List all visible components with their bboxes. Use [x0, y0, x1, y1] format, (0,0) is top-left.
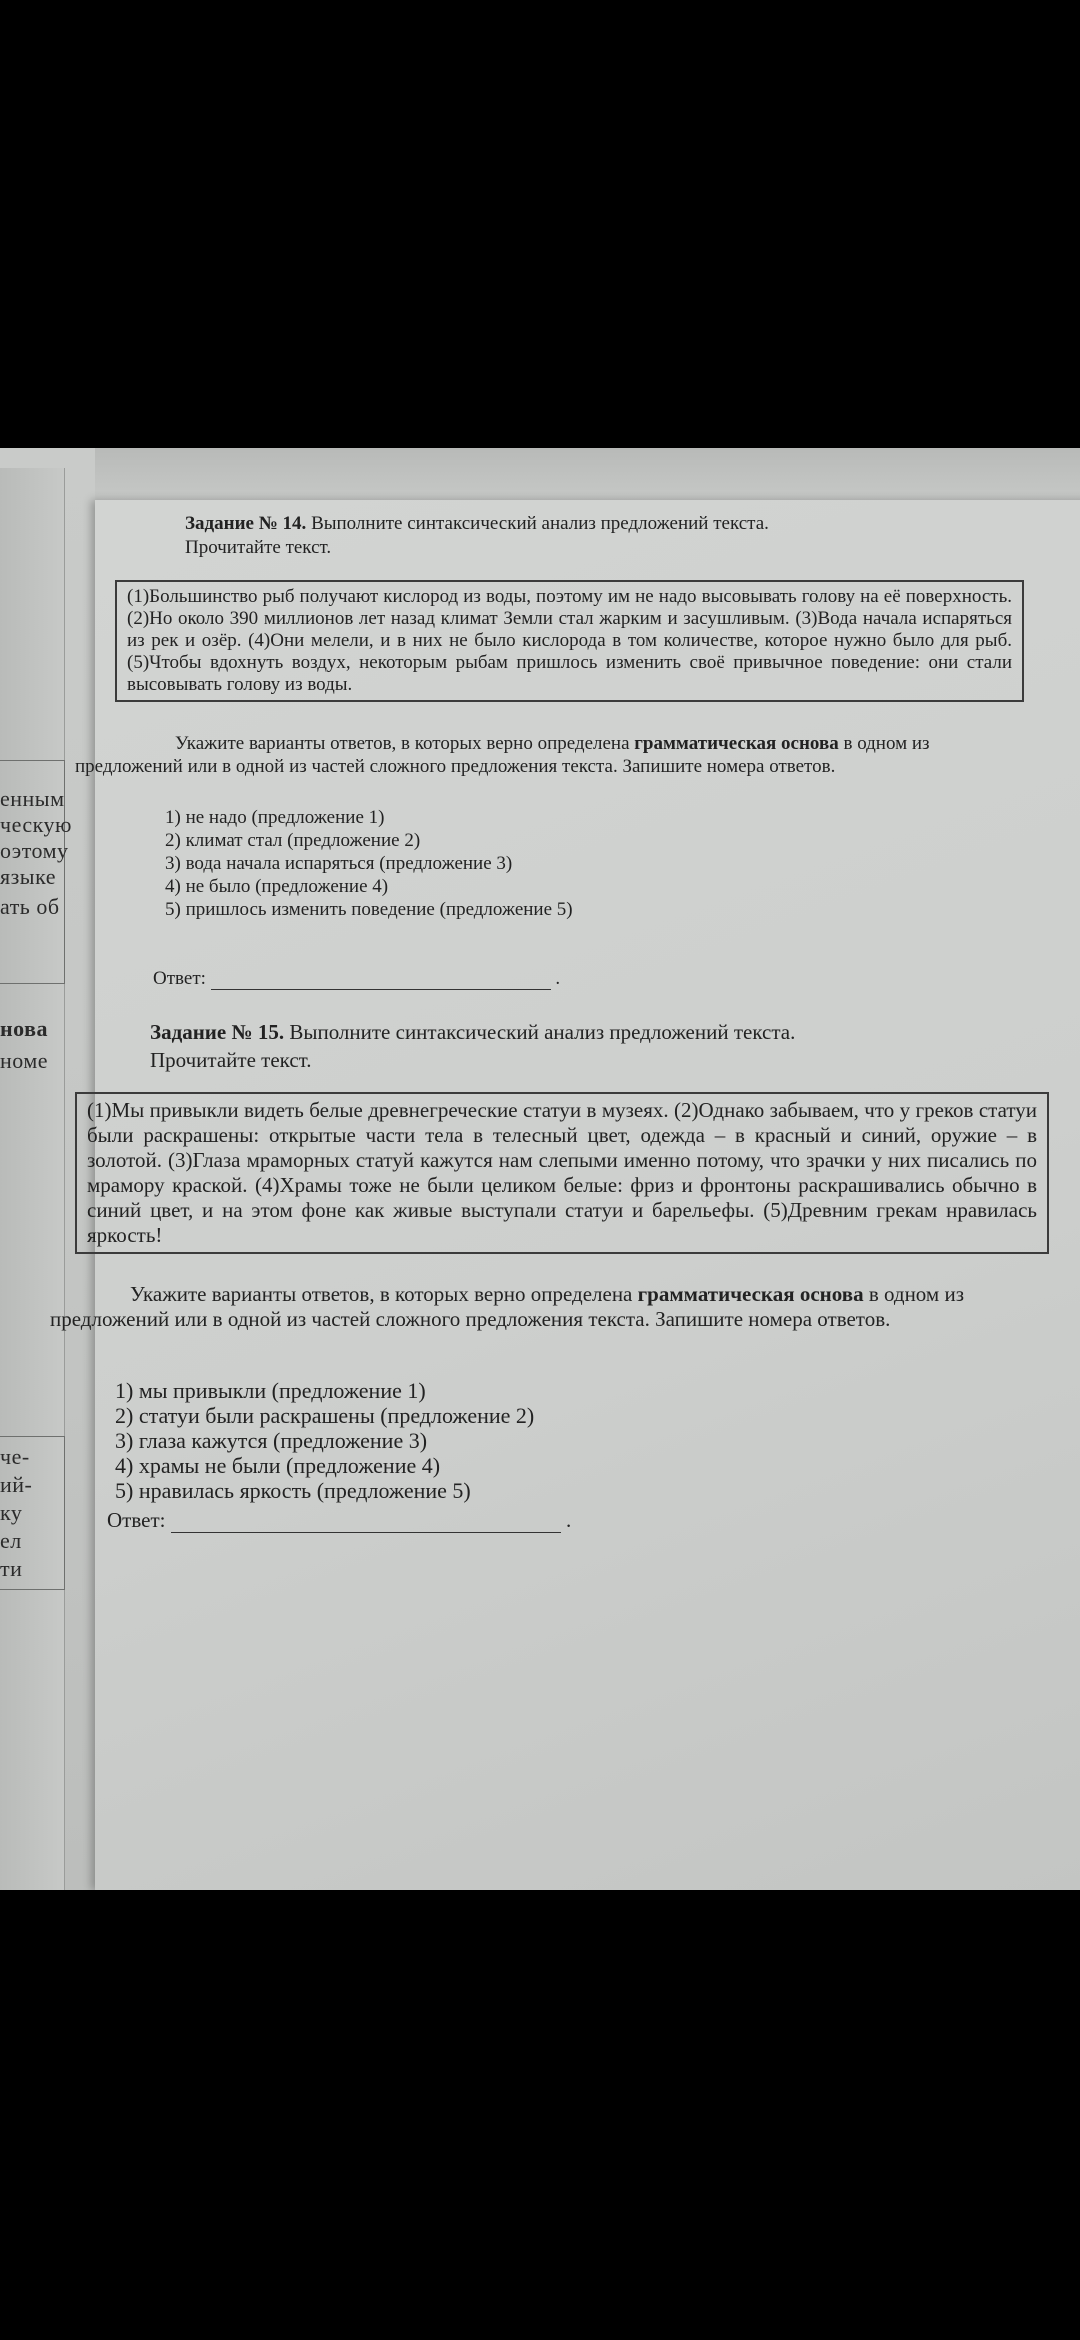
task-15-option: 5) нравилась яркость (предложение 5)	[115, 1478, 471, 1503]
task-15-option: 2) статуи были раскрашены (предложение 2)	[115, 1403, 535, 1428]
task-14-instruction-end: в одном из предложений или в одной из частей сложного предложения текста. Запишите номера ответов.	[75, 733, 930, 777]
left-page	[0, 468, 72, 1890]
task-15-heading	[150, 1020, 1050, 1045]
task-14-subheading: Прочитайте текст.	[185, 537, 332, 558]
task-15-subheading: Прочитайте текст.	[150, 1048, 312, 1072]
left-fragment: ку	[0, 1500, 23, 1525]
task-14-heading	[185, 512, 1005, 535]
task-14-answer: Ответ: .	[153, 968, 561, 989]
left-fragment: нова	[0, 1016, 49, 1041]
task-15-option: 1) мы привыкли (предложение 1)	[115, 1378, 426, 1403]
task-14-option: 1) не надо (предложение 1)	[165, 807, 385, 828]
task-14-title: Выполните синтаксический анализ предложений текста.	[306, 513, 769, 534]
task-15-answer: Ответ: .	[107, 1508, 572, 1532]
task-15-option: 3) глаза кажутся (предложение 3)	[115, 1428, 428, 1453]
task-15-options	[115, 1378, 534, 1503]
task-15-title: Выполните синтаксический анализ предложений текста.	[284, 1020, 796, 1044]
left-fragment: оэтому	[0, 838, 69, 863]
photo	[0, 448, 1080, 1890]
task-14-instruction-start: Укажите варианты ответов, в которых верно определена	[175, 733, 635, 754]
task-15-text-box: (1)Мы привыкли видеть белые древнегреческие статуи в музеях. (2)Однако забываем, что у греков статуи были раскрашены: открытые части тела в телесный цвет, одежда – в красный и синий, оружие – в золотой. (3)Глаза мраморных статуй кажутся нам слепыми именно потому, что зрачки у них писались по мрамору краской. (4)Храмы тоже не были целиком белые: фриз и фронтоны раскрашивались обычно в синий цвет, и на этом фоне как живые выступали статуи и барельефы. (5)Древним грекам нравилась яркость!	[75, 1092, 1049, 1254]
task-14-instruction	[75, 732, 1005, 778]
left-fragment: ел	[0, 1528, 22, 1553]
left-fragment: ческую	[0, 812, 72, 837]
left-fragment: номе	[0, 1048, 49, 1073]
task-15-instruction-bold: грамматическая основа	[637, 1282, 864, 1306]
task-14-answer-label: Ответ:	[153, 968, 206, 989]
task-14-text-box: (1)Большинство рыб получают кислород из воды, поэтому им не надо высовывать голову на её поверхность. (2)Но около 390 миллионов лет назад климат Земли стал жарким и засушливым. (3)Вода начала испаряться из рек и озёр. (4)Они мелели, и в них не было кислорода в том количестве, которое нужно было для рыб. (5)Чтобы вдохнуть воздух, некоторым рыбам пришлось изменить своё привычное поведение: они стали высовывать голову из воды.	[115, 580, 1024, 702]
page-top-shadow	[95, 448, 1080, 500]
left-fragment: енным	[0, 786, 65, 811]
task-15-option: 4) храмы не были (предложение 4)	[115, 1453, 441, 1478]
task-15-answer-line[interactable]	[171, 1510, 561, 1533]
task-14-option: 3) вода начала испаряться (предложение 3)	[165, 853, 513, 874]
task-14-options	[165, 806, 573, 921]
task-14-number: Задание № 14.	[185, 513, 307, 534]
task-15-number: Задание № 15.	[150, 1020, 285, 1044]
left-fragment: ти	[0, 1556, 23, 1581]
task-15-instruction-start: Укажите варианты ответов, в которых верно определена	[130, 1282, 638, 1306]
left-fragment: языке	[0, 864, 56, 889]
task-15-instruction	[50, 1282, 1025, 1332]
left-fragment: че-	[0, 1444, 30, 1469]
left-fragment: ий-	[0, 1472, 33, 1497]
task-14-option: 5) пришлось изменить поведение (предложение 5)	[165, 899, 573, 920]
task-14-answer-line[interactable]	[211, 969, 551, 990]
left-fragment: ать об	[0, 894, 60, 919]
worksheet-page	[50, 500, 1080, 1890]
task-15-instruction-end: в одном из предложений или в одной из частей сложного предложения текста. Запишите номера ответов.	[50, 1282, 964, 1331]
task-15-answer-label: Ответ:	[107, 1508, 166, 1532]
task-14-instruction-bold: грамматическая основа	[634, 733, 839, 754]
task-14-option: 4) не было (предложение 4)	[165, 876, 389, 897]
task-14-option: 2) климат стал (предложение 2)	[165, 830, 421, 851]
